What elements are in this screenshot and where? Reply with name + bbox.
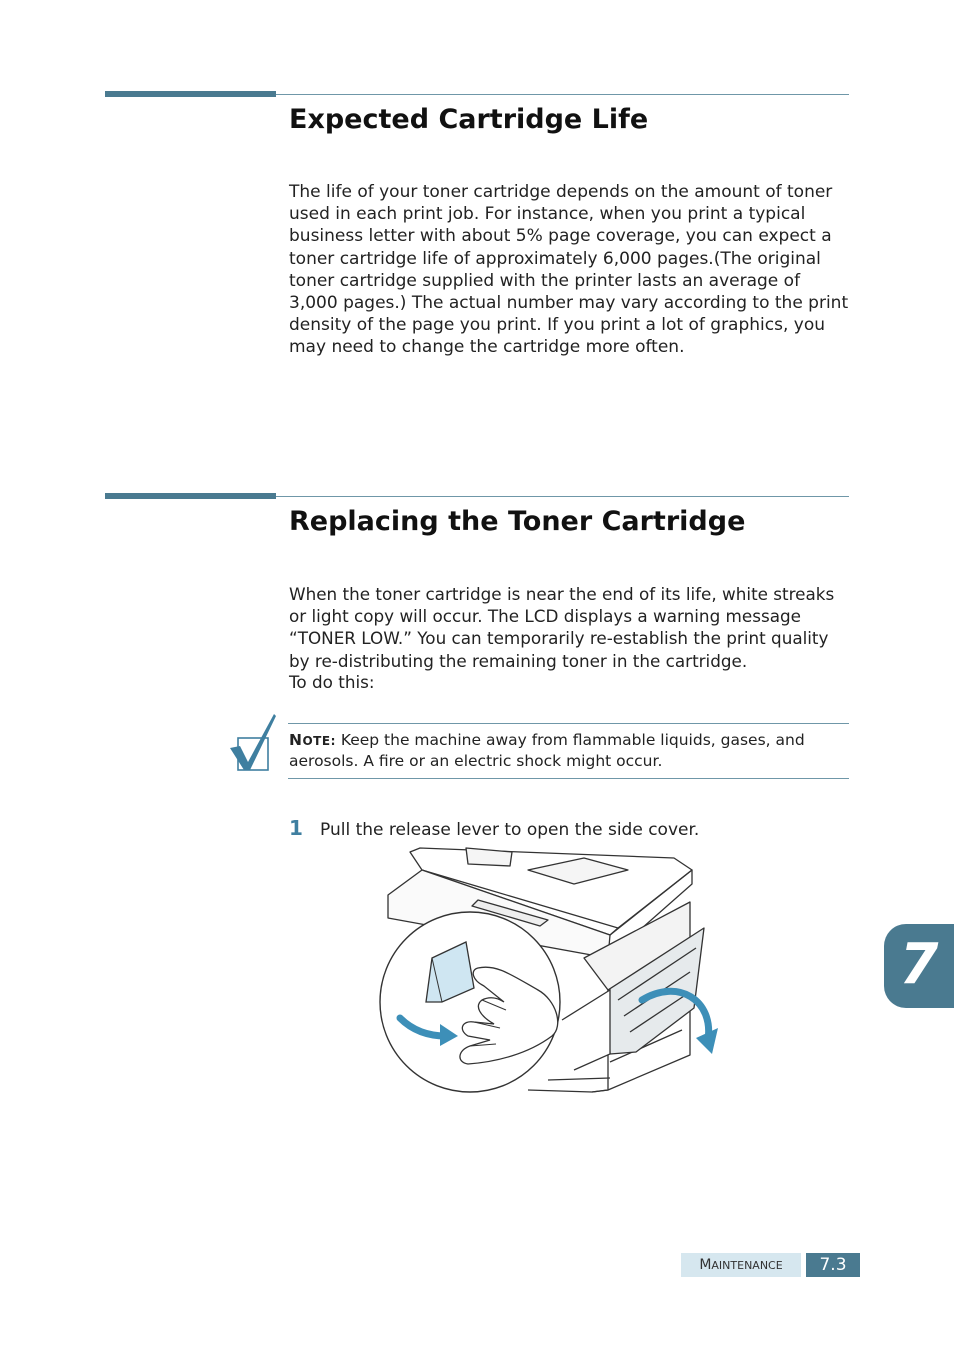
- footer-section-initial: M: [699, 1257, 712, 1273]
- section-lead-text: To do this:: [289, 672, 375, 692]
- section-rule-thick: [105, 91, 276, 97]
- step-number: 1: [289, 816, 303, 840]
- section-body-replacing-toner: When the toner cartridge is near the end of its life, white streaks or light copy will occur. The LCD displays a warning message “TONER LOW.” You can temporarily re-establish the print quality by re-distributing the remaining toner in the cartridge.: [289, 584, 835, 671]
- note-label-rest: OTE:: [302, 734, 336, 748]
- section-heading-expected-cartridge-life: Expected Cartridge Life: [289, 104, 649, 135]
- step-text: Pull the release lever to open the side cover.: [320, 820, 700, 840]
- footer-section-rest: AINTENANCE: [711, 1259, 783, 1272]
- chapter-tab: [884, 924, 954, 1008]
- note-top-rule: [288, 723, 849, 724]
- note-bottom-rule: [288, 778, 849, 779]
- footer-page-number: 7.3: [806, 1253, 860, 1277]
- note-text: Keep the machine away from flammable liquids, gases, and aerosols. A fire or an electric shock might occur.: [289, 731, 805, 770]
- section-heading-replacing-toner: Replacing the Toner Cartridge: [289, 506, 746, 537]
- note-label: [289, 731, 336, 749]
- section-rule-thin: [276, 496, 849, 497]
- section-rule-thin: [276, 94, 849, 95]
- note-block: [289, 730, 849, 771]
- footer-section-label: [681, 1253, 801, 1277]
- note-label-initial: N: [289, 731, 303, 749]
- section-body-expected-cartridge-life: The life of your toner cartridge depends on the amount of toner used in each print job. For instance, when you print a typical business letter with about 5% page coverage, you can expect a toner cartridge life of approximately 6,000 pages.(The original toner cartridge supplied with the printer lasts an average of 3,000 pages.) The actual number may vary according to the print density of the page you print. If you print a lot of graphics, you may need to change the cartridge more often.: [289, 182, 849, 358]
- checkmark-note-icon: [228, 712, 278, 776]
- chapter-number: 7: [899, 932, 939, 997]
- printer-side-cover-illustration: [378, 840, 718, 1100]
- section-rule-thick: [105, 493, 276, 499]
